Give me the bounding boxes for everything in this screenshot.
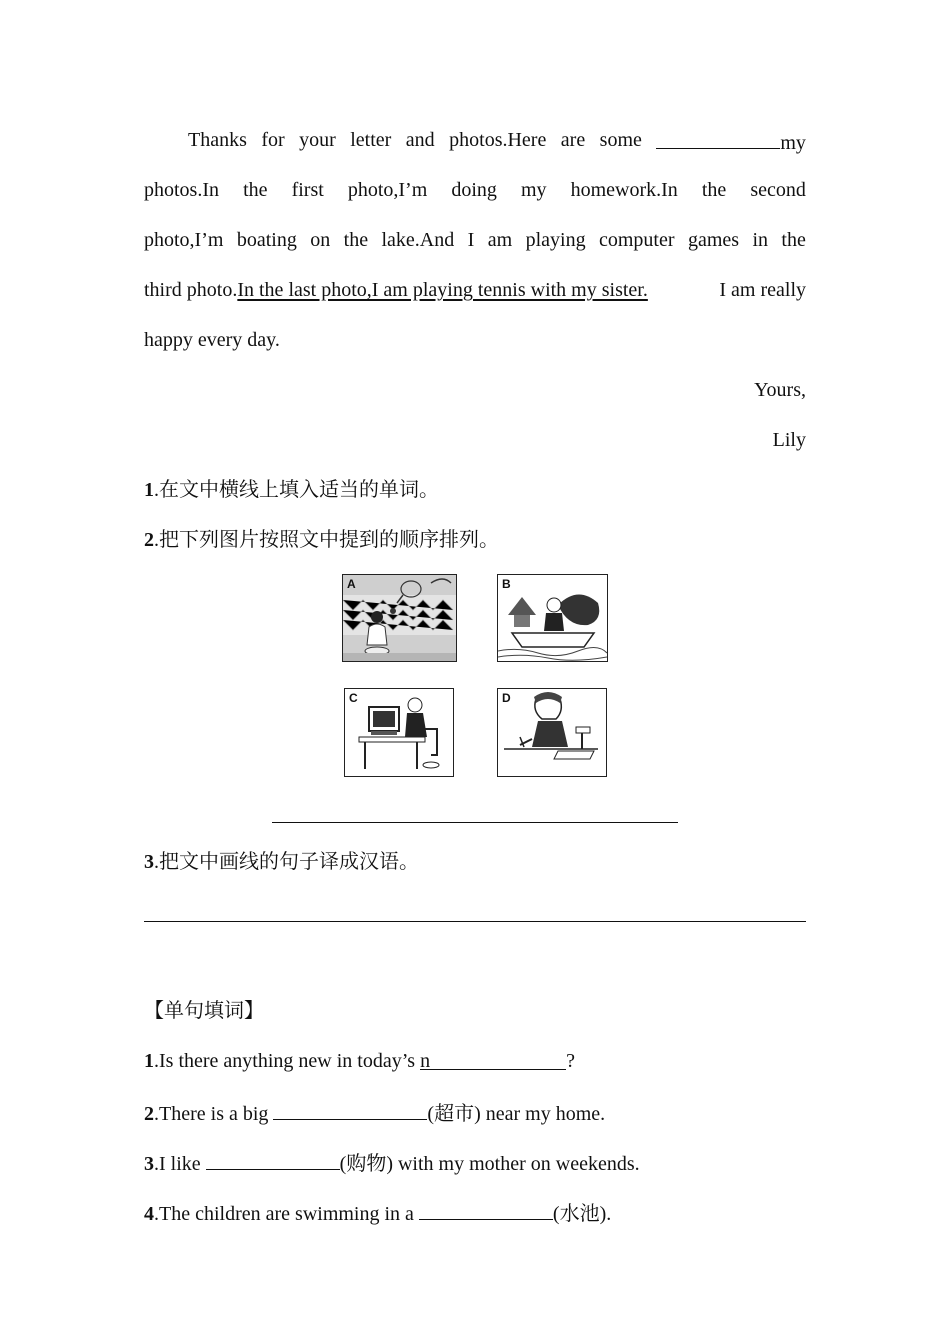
blank-initial: n bbox=[420, 1050, 431, 1072]
question-text: .在文中横线上填入适当的单词。 bbox=[154, 479, 439, 501]
letter-word: and bbox=[405, 129, 435, 151]
letter-word: are bbox=[560, 129, 586, 151]
homework-illustration bbox=[498, 689, 606, 776]
letter-signature: Lily bbox=[772, 429, 806, 451]
section-title: 【单句填词】 bbox=[144, 1000, 264, 1022]
picture-label: C bbox=[349, 691, 358, 705]
answer-line-q3[interactable] bbox=[144, 921, 806, 922]
letter-word: computer bbox=[599, 229, 675, 251]
fill-item-2 bbox=[144, 1099, 806, 1126]
letter-text: third photo. bbox=[144, 279, 238, 301]
letter-word: photos.In bbox=[144, 179, 219, 201]
letter-word: boating bbox=[236, 229, 297, 251]
letter-word: doing bbox=[451, 179, 497, 201]
letter-word: my bbox=[780, 132, 806, 154]
boating-illustration bbox=[498, 575, 607, 661]
picture-b bbox=[497, 574, 608, 662]
letter-word: my bbox=[520, 179, 547, 201]
tennis-illustration bbox=[343, 575, 456, 661]
item-text: .The children are swimming in a bbox=[154, 1203, 419, 1225]
letter-word: for bbox=[261, 129, 285, 151]
answer-line-q2[interactable] bbox=[272, 822, 678, 823]
fill-item-4 bbox=[144, 1199, 806, 1226]
fill-blank[interactable] bbox=[206, 1149, 340, 1170]
letter-word: your bbox=[299, 129, 336, 151]
letter-line-5: happy every day. bbox=[144, 329, 280, 351]
letter-word: the bbox=[243, 179, 268, 201]
letter-word: I bbox=[467, 229, 475, 251]
letter-line-1 bbox=[144, 128, 806, 155]
item-hint: (购物) bbox=[339, 1153, 393, 1175]
item-text: with my mother on weekends. bbox=[392, 1153, 640, 1175]
fill-item-3 bbox=[144, 1149, 806, 1176]
picture-a bbox=[342, 574, 457, 662]
letter-line-2 bbox=[144, 178, 806, 202]
letter-word: letter bbox=[350, 129, 392, 151]
item-text: .Is there anything new in today’s bbox=[154, 1050, 421, 1072]
underlined-sentence: In the last photo,I am playing tennis with my sister. bbox=[237, 279, 648, 301]
letter-word: the bbox=[343, 229, 369, 251]
letter-word: second bbox=[750, 179, 806, 201]
picture-c bbox=[344, 688, 454, 777]
item-number: 3 bbox=[144, 1153, 154, 1175]
question-number: 2 bbox=[144, 529, 154, 551]
letter-word: photo,I’m bbox=[347, 179, 428, 201]
item-text: ? bbox=[566, 1050, 575, 1072]
letter-closing: Yours, bbox=[754, 379, 806, 401]
letter-word: first bbox=[291, 179, 324, 201]
letter-word: homework.In bbox=[570, 179, 678, 201]
letter-line-3 bbox=[144, 228, 806, 252]
item-text: .There is a big bbox=[154, 1103, 274, 1125]
letter-word: Thanks bbox=[188, 129, 247, 151]
letter-blank[interactable] bbox=[656, 128, 780, 149]
letter-word: the bbox=[701, 179, 727, 201]
question-text: .把文中画线的句子译成汉语。 bbox=[154, 851, 419, 873]
item-number: 4 bbox=[144, 1203, 154, 1225]
question-1 bbox=[144, 478, 806, 502]
letter-word: in bbox=[752, 229, 768, 251]
item-text: .I like bbox=[154, 1153, 206, 1175]
fill-item-1 bbox=[144, 1049, 806, 1073]
letter-word: playing bbox=[525, 229, 586, 251]
item-number: 2 bbox=[144, 1103, 154, 1125]
letter-word: the bbox=[781, 229, 806, 251]
letter-word: some bbox=[599, 129, 642, 151]
computer-illustration bbox=[345, 689, 453, 776]
item-hint: (超市) bbox=[427, 1103, 481, 1125]
letter-line-4 bbox=[144, 278, 806, 302]
letter-word: photos.Here bbox=[449, 129, 547, 151]
question-number: 3 bbox=[144, 851, 154, 873]
question-text: .把下列图片按照文中提到的顺序排列。 bbox=[154, 529, 499, 551]
fill-blank[interactable] bbox=[419, 1199, 553, 1220]
fill-blank[interactable] bbox=[273, 1099, 427, 1120]
item-hint: (水池) bbox=[552, 1203, 607, 1225]
letter-word: on bbox=[310, 229, 331, 251]
question-2 bbox=[144, 528, 806, 552]
letter-word: photo,I’m bbox=[144, 229, 224, 251]
item-number: 1 bbox=[144, 1050, 154, 1072]
letter-word: am bbox=[487, 229, 513, 251]
letter-text: I am really bbox=[719, 279, 806, 301]
fill-blank[interactable] bbox=[420, 1049, 566, 1070]
picture-d bbox=[497, 688, 607, 777]
picture-label: A bbox=[347, 577, 356, 591]
letter-word: games bbox=[687, 229, 740, 251]
question-number: 1 bbox=[144, 479, 154, 501]
question-3 bbox=[144, 850, 806, 874]
picture-label: D bbox=[502, 691, 511, 705]
item-text: . bbox=[606, 1203, 612, 1225]
picture-label: B bbox=[502, 577, 511, 591]
item-text: near my home. bbox=[480, 1103, 606, 1125]
letter-word: lake.And bbox=[381, 229, 455, 251]
